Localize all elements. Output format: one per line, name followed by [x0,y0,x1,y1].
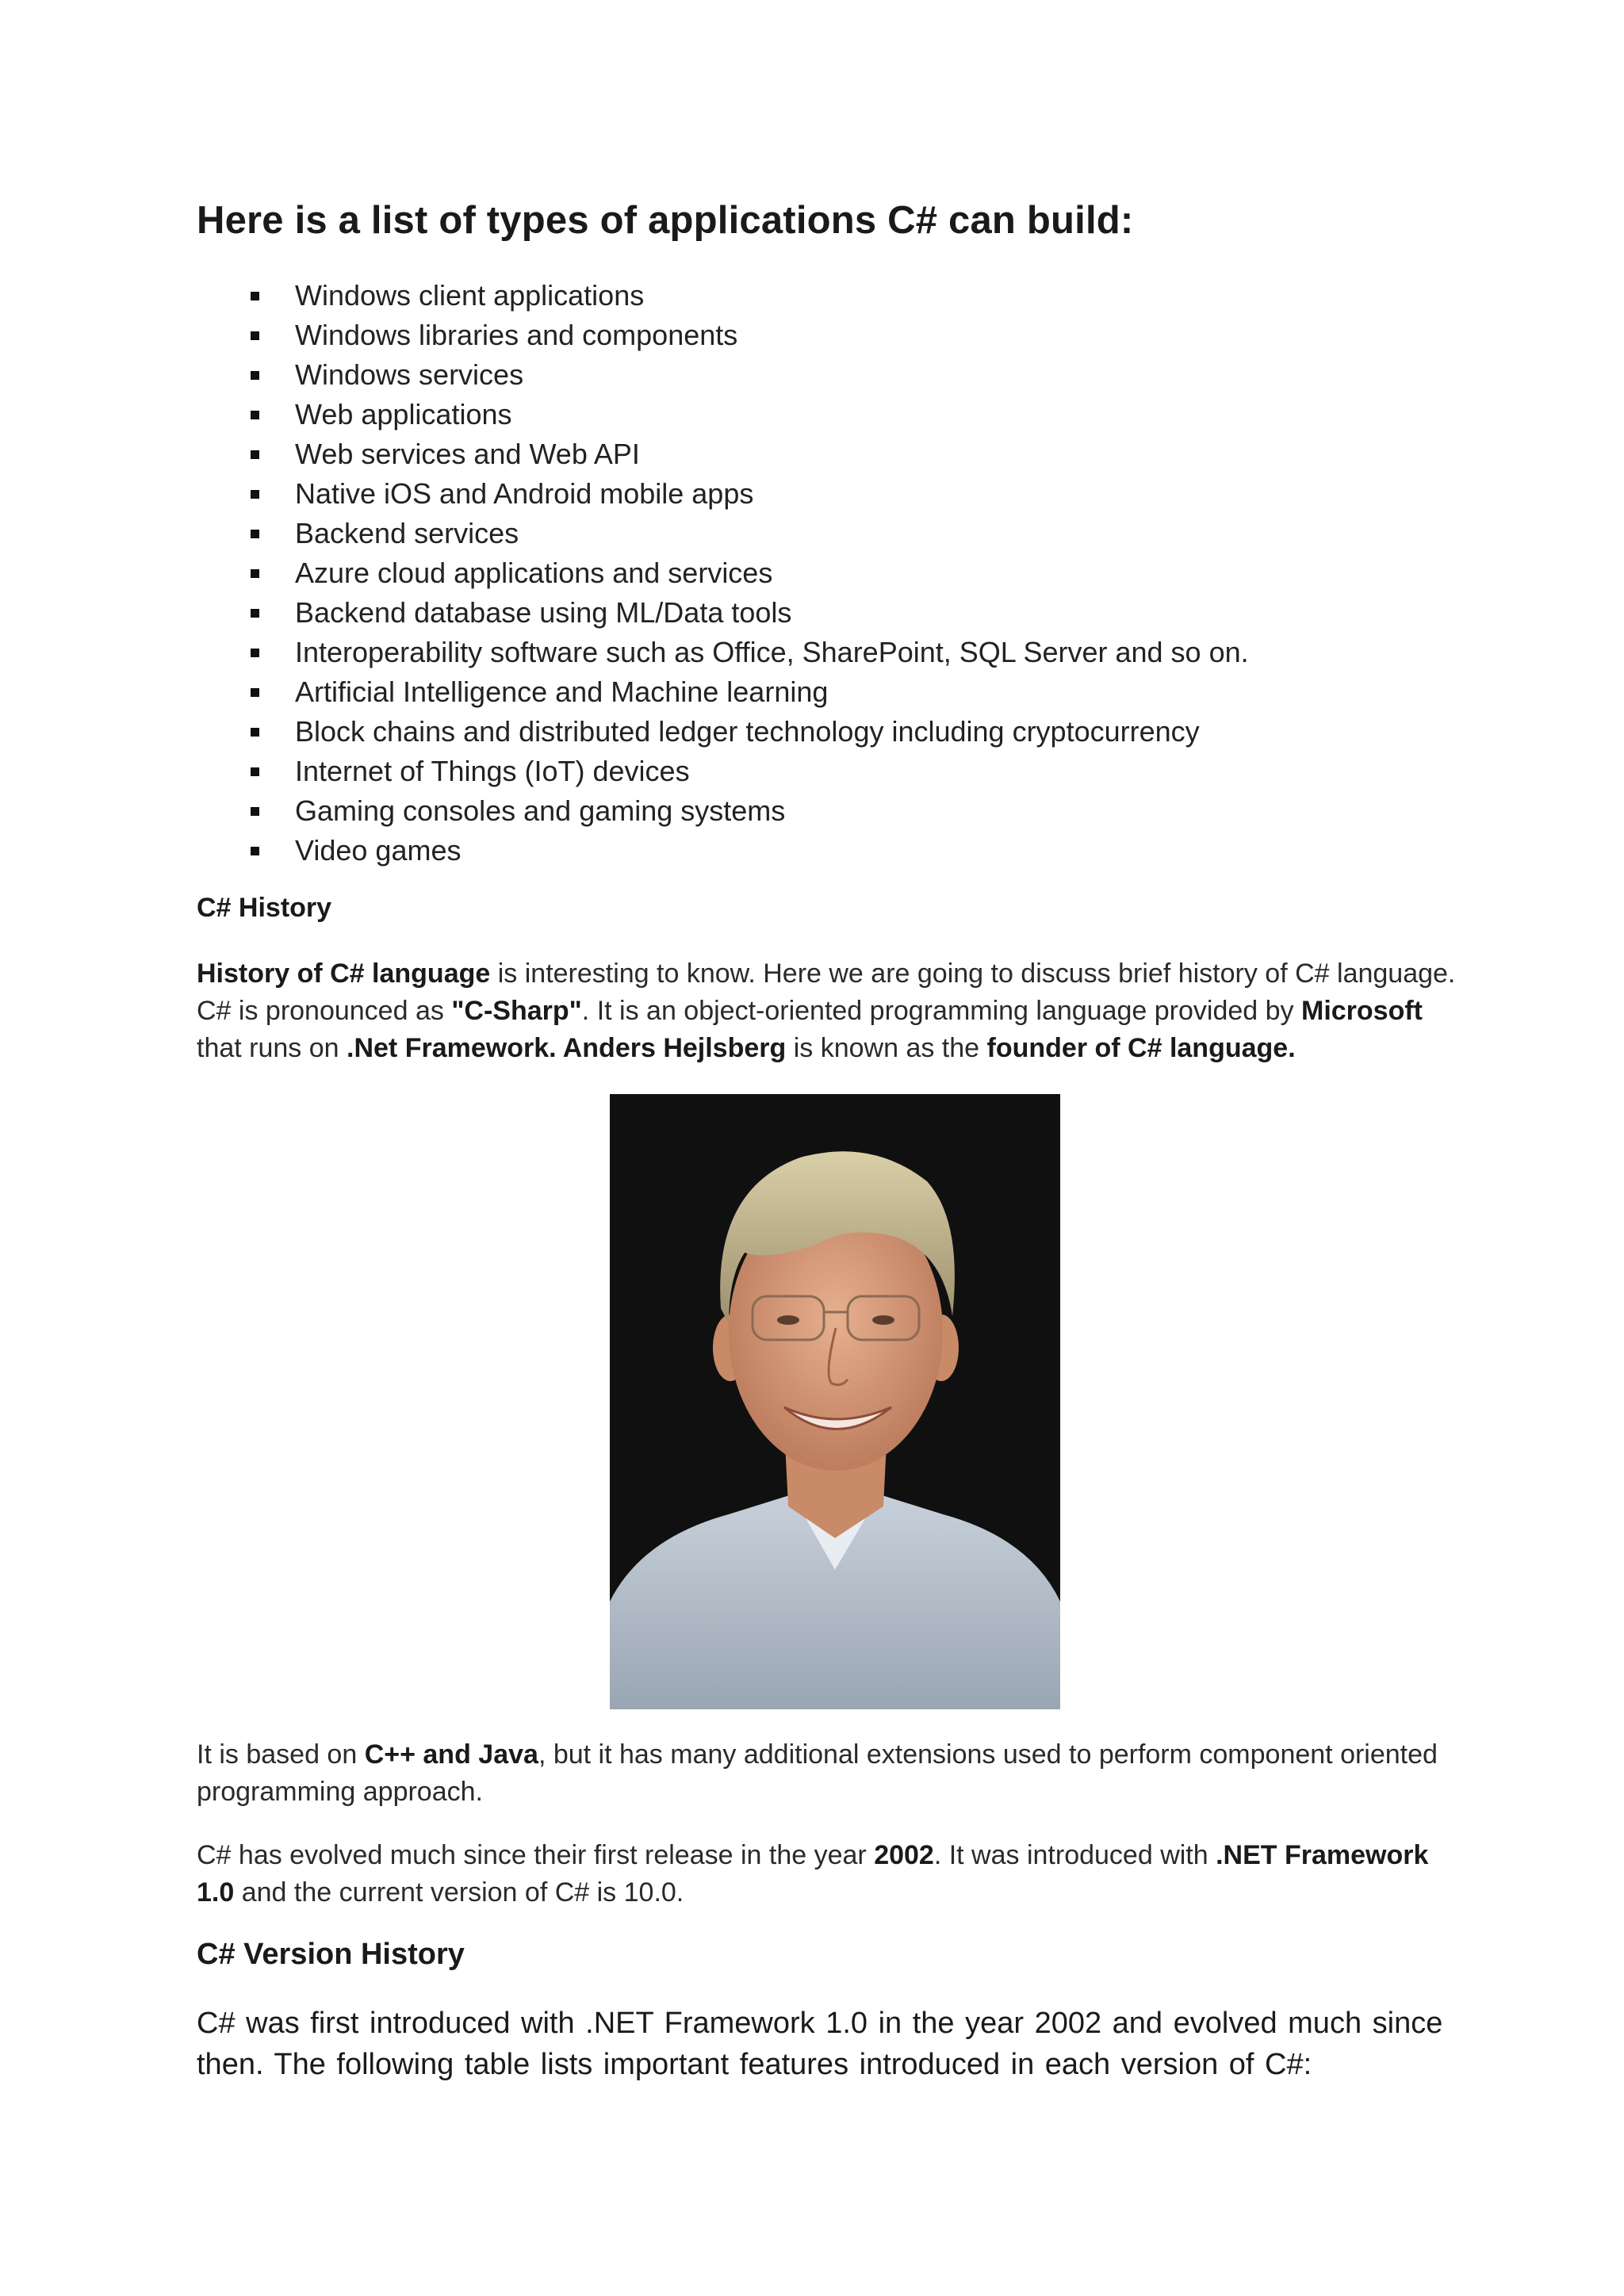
list-item [197,434,1249,474]
list-item-text: Internet of Things (IoT) devices [295,755,690,787]
application-types-list [197,276,1249,871]
square-bullet-icon [251,728,259,737]
list-item [197,355,1249,395]
list-item [197,553,1249,593]
list-item [197,514,1249,553]
list-item [197,752,1249,791]
list-item-text: Interoperability software such as Office, SharePoint, SQL Server and so on. [295,636,1249,668]
list-item-text: Backend database using ML/Data tools [295,596,792,629]
version-history-title: C# Version History [197,1938,465,1971]
history-title: C# History [197,893,332,923]
list-item [197,474,1249,514]
list-item-text: Windows services [295,358,524,391]
list-item [197,672,1249,712]
square-bullet-icon [251,371,259,380]
list-item [197,276,1249,316]
square-bullet-icon [251,530,259,538]
square-bullet-icon [251,331,259,340]
square-bullet-icon [251,609,259,618]
square-bullet-icon [251,767,259,776]
list-item-text: Web services and Web API [295,438,640,470]
square-bullet-icon [251,649,259,657]
list-item-text: Artificial Intelligence and Machine learning [295,675,829,708]
list-item-text: Windows client applications [295,279,645,312]
list-item-text: Native iOS and Android mobile apps [295,477,754,510]
evolution-paragraph: C# has evolved much since their first release in the year 2002. It was introduced with .NET Framework 1.0 and the current version of C# is 10.0. [197,1840,1429,1908]
list-item [197,712,1249,752]
square-bullet-icon [251,292,259,300]
square-bullet-icon [251,569,259,578]
square-bullet-icon [251,411,259,419]
list-item-text: Gaming consoles and gaming systems [295,794,786,827]
list-item-text: Block chains and distributed ledger technology including cryptocurrency [295,715,1200,748]
list-item [197,831,1249,871]
version-history-paragraph: C# was first introduced with .NET Framework 1.0 in the year 2002 and evolved much since then. The following table lists important features introduced in each version of C#: [197,2007,1443,2081]
list-item-text: Azure cloud applications and services [295,557,773,589]
list-item [197,316,1249,355]
history-paragraph: History of C# language is interesting to know. Here we are going to discuss brief history of C# language. C# is pronounced as "C-Sharp". It is an object-oriented programming language provided by Microsoft that runs on .Net Framework. Anders Hejlsberg is known as the founder of C# language. [197,959,1456,1063]
list-item [197,633,1249,672]
list-item [197,593,1249,633]
list-item [197,791,1249,831]
list-item-text: Web applications [295,398,512,430]
based-on-paragraph: It is based on C++ and Java, but it has many additional extensions used to perform component oriented programming approach. [197,1739,1438,1807]
page-heading: Here is a list of types of applications C# can build: [197,199,1134,242]
square-bullet-icon [251,847,259,855]
list-item-text: Backend services [295,517,519,549]
square-bullet-icon [251,450,259,459]
anders-hejlsberg-photo [610,1094,1060,1709]
square-bullet-icon [251,688,259,697]
list-item-text: Windows libraries and components [295,319,738,351]
list-item-text: Video games [295,834,462,867]
square-bullet-icon [251,490,259,499]
square-bullet-icon [251,807,259,816]
list-item [197,395,1249,434]
